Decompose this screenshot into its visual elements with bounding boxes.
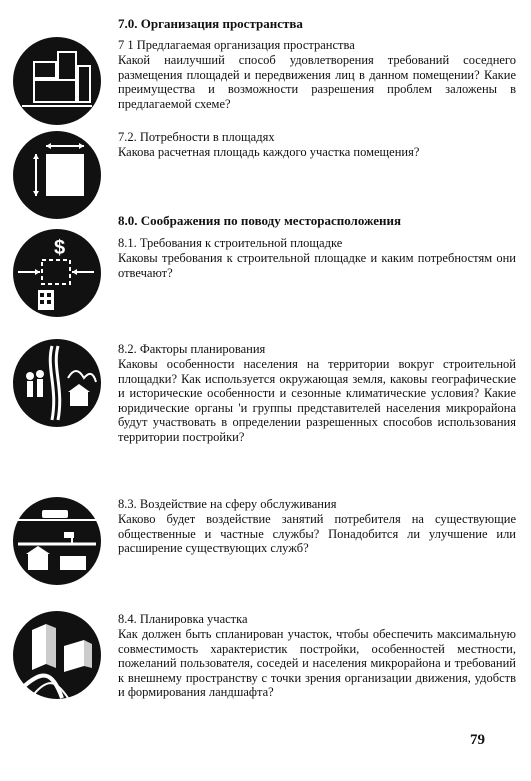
item-7-1 [118,38,516,111]
site-requirements-icon [12,228,102,318]
item-7-1-body: Какой наилучший способ удовлетворения требований соседнего размещения площадей и передвижения лиц в данном помещении? Какие преимущества и возможности разрешения проблем заложены в предлагаемой схеме? [118,53,516,111]
item-8-2 [118,342,516,445]
item-8-4-title: 8.4. Планировка участка [118,612,248,626]
item-8-2-title: 8.2. Факторы планирования [118,342,266,356]
item-8-1-title: 8.1. Требования к строительной площадке [118,236,343,250]
item-8-3-body: Каково будет воздействие занятий потребителя на существующие общественные и частные службы? Понадобится ли улучшение или расширение существующих служб? [118,512,516,556]
item-8-3 [118,497,516,556]
item-8-1 [118,236,516,280]
planning-factors-icon [12,338,102,428]
item-7-2 [118,130,516,160]
page-number: 79 [470,732,485,748]
item-8-2-body: Каковы особенности населения на территории вокруг строительной площадки? Как используется окружающая земля, каковы географические и исторические особенности и сезонные климатические условия? Какие юридические органы 'и группы представителей населения микрорайона будут участвовать в определении разрешенных способов использования территории постройки? [118,357,516,444]
site-planning-icon [12,610,102,700]
item-7-2-body: Какова расчетная площадь каждого участка помещения? [118,145,420,159]
section-8-heading: 8.0. Соображения по поводу месторасположения [118,213,402,228]
item-8-3-title: 8.3. Воздействие на сферу обслуживания [118,497,337,511]
item-8-4-body: Как должен быть спланирован участок, чтобы обеспечить максимальную совместимость характеристик постройки, особенностей местности, пожеланий пользователя, соседей и населения микрорайона и требований к внешнему пространству с точки зрения организации движения, удобств и формирования ландшафта? [118,627,516,700]
item-7-1-title: 7 1 Предлагаемая организация пространства [118,38,355,52]
area-dimension-icon [12,130,102,220]
services-impact-icon [12,496,102,586]
item-8-4 [118,612,516,700]
item-7-2-title: 7.2. Потребности в площадях [118,130,275,144]
space-layout-icon [12,36,102,126]
item-8-1-body: Каковы требования к строительной площадке и каким потребностям они отвечают? [118,251,516,280]
section-7-heading: 7.0. Организация пространства [118,16,303,31]
svg-text:$: $ [54,237,66,259]
